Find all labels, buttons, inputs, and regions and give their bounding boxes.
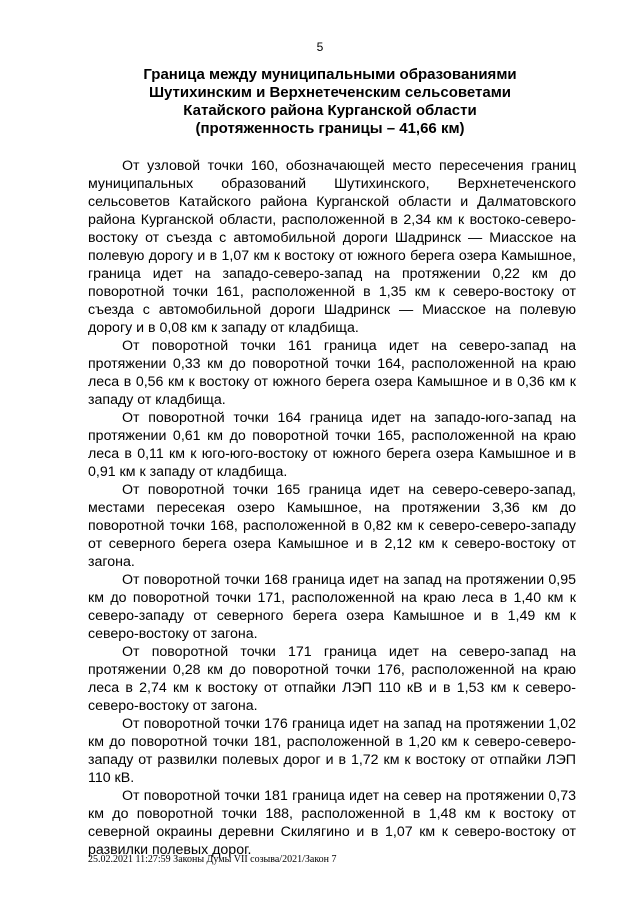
paragraph: От поворотной точки 165 граница идет на северо-северо-запад, местами пересекая озеро Камышное, на протяжении 3,36 км до поворотной точки 168, расположенной в 0,82 км к северо-северо-западу от северного берега озера Камышное и в 2,12 км к северо-востоку от загона. — [88, 482, 576, 570]
paragraph: От поворотной точки 164 граница идет на западо-юго-запад на протяжении 0,61 км до поворотной точки 165, расположенной на краю леса в 0,11 км к юго-юго-востоку от южного берега озера Камышное и в 0,91 км к западу от кладбища. — [88, 410, 576, 480]
title-line-3: Катайского района Курганской области — [183, 102, 477, 119]
paragraph: От поворотной точки 176 граница идет на запад на протяжении 1,02 км до поворотной точки 181, расположенной в 1,20 км к северо-северо-западу от развилки полевых дорог и в 1,72 км к востоку от отпайки ЛЭП 110 кВ. — [88, 716, 576, 786]
title-line-4: (протяженность границы – 41,66 км) — [195, 120, 465, 137]
title-line-2: Шутихинским и Верхнетеченским сельсоветами — [148, 84, 512, 101]
paragraph: От узловой точки 160, обозначающей место пересечения границ муниципальных образований Шутихинского, Верхнетеченского сельсоветов Катайского района Курганской области и Далматовского района Курганской области, расположенной в 2,34 км к востоко-северо-востоку от съезда с автомобильной дороги Шадринск — Миасское на полевую дорогу и в 1,07 км к востоку от южного берега озера Камышное, граница идет на западо-северо-запад на протяжении 0,22 км до поворотной точки 161, расположенной в 1,35 км к северо-востоку от съезда с автомобильной дороги Шадринск — Миасское на полевую дорогу и в 0,08 км к западу от кладбища. — [88, 158, 576, 336]
title-line-1: Граница между муниципальными образованиями — [143, 66, 517, 83]
paragraph: От поворотной точки 161 граница идет на северо-запад на протяжении 0,33 км до поворотной точки 164, расположенной на краю леса в 0,56 км к востоку от южного берега озера Камышное и в 0,36 км к западу от кладбища. — [88, 338, 576, 408]
paragraph: От поворотной точки 168 граница идет на запад на протяжении 0,95 км до поворотной точки 171, расположенной на краю леса в 1,40 км к северо-западу от северного берега озера Камышное и в 1,49 км к северо-востоку от загона. — [88, 572, 576, 642]
paragraph: От поворотной точки 171 граница идет на северо-запад на протяжении 0,28 км до поворотной точки 176, расположенной на краю леса в 2,74 км к востоку от отпайки ЛЭП 110 кВ и в 1,53 км к северо-северо-востоку от загона. — [88, 644, 576, 714]
document-footer: 25.02.2021 11:27:59 Законы Думы VII созыва/2021/Закон 7 — [88, 854, 337, 865]
paragraph: От поворотной точки 181 граница идет на север на протяжении 0,73 км до поворотной точки 188, расположенной в 1,48 км к востоку от северной окраины деревни Скилягино и в 1,07 км к северо-востоку от развилки полевых дорог. — [88, 788, 576, 858]
page-number: 5 — [316, 40, 324, 54]
document-body — [88, 157, 576, 859]
document-title — [80, 66, 580, 138]
